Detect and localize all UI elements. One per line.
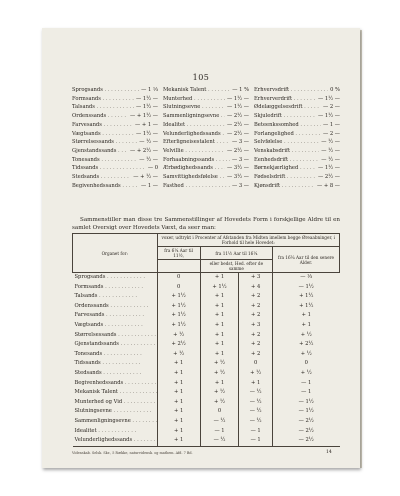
item-value: — 1 %: [232, 87, 249, 93]
organ-cell: [73, 436, 158, 446]
value-cell: + 3: [239, 273, 273, 283]
value-cell: — 2½: [298, 417, 314, 424]
item-value: — 2 —: [323, 130, 340, 137]
organ-name: Munterhed og Vid . . .: [75, 399, 158, 405]
col-head-3: fra 16¼ Aar til den senere Alder.: [272, 247, 339, 273]
item-value: — 3 —: [232, 182, 249, 189]
item-name: Størrelsessands . . .: [72, 138, 137, 147]
organ-name: Gjenstandssands . . .: [75, 341, 158, 347]
table-row: [73, 436, 340, 446]
table-row: [73, 388, 340, 398]
organ-cell: [73, 388, 158, 398]
sheet-number: 14: [326, 450, 332, 455]
organ-name: Ordenssands . . .: [75, 303, 149, 309]
value-cell: + 2: [239, 331, 273, 341]
item-value: — 3 —: [232, 156, 249, 163]
value-cell: + 1: [200, 379, 239, 389]
value-cell: + 2½: [157, 340, 200, 350]
header-top: voxer, udtrykt i Procenter af Afstanden fra Midten imellem begge Øreaabninger, i Forhold til hele Hovedet:: [157, 234, 340, 247]
organ-name: Sprogsands . . .: [75, 274, 145, 280]
list-item: [163, 138, 249, 147]
value-cell: — 1: [239, 427, 273, 437]
value-cell: — 2½: [298, 427, 314, 434]
value-cell: — ½: [239, 388, 273, 398]
column-3: [254, 86, 340, 190]
item-value: — + 8 —: [317, 182, 340, 189]
item-name: Beteenkssomhed . . .: [254, 121, 321, 130]
value-cell: 0: [157, 283, 200, 293]
list-item: [163, 164, 249, 173]
item-value: — 3½ —: [226, 174, 249, 181]
value-cell: + ½: [300, 350, 312, 357]
item-name: Forhaabningssands . . .: [163, 156, 230, 165]
list-item: [72, 112, 158, 121]
percentage-columns: [72, 86, 340, 190]
list-item: [72, 121, 158, 130]
item-value: — 2½ —: [226, 113, 249, 120]
value-cell: + 1: [157, 379, 200, 389]
list-item: [163, 95, 249, 104]
organ-cell: [73, 311, 158, 321]
item-value: — + ½ —: [133, 174, 158, 181]
list-item: [72, 156, 158, 165]
list-item: [163, 121, 249, 130]
list-item: [254, 182, 340, 191]
value-cell: + 4: [239, 283, 273, 293]
table-row: [73, 398, 340, 408]
value-cell: — ½: [239, 407, 273, 417]
value-cell: + 2: [239, 292, 273, 302]
value-cell: + 1½: [157, 302, 200, 312]
value-cell: + 3: [239, 321, 273, 331]
table-row: [73, 340, 340, 350]
value-cell: + 2: [239, 302, 273, 312]
organ-name: Velunderlighedssands . . .: [75, 437, 158, 443]
item-name: Skjuledrift . . .: [254, 112, 316, 121]
table-row: [73, 379, 340, 389]
item-name: Forlangelighed . . .: [254, 130, 321, 139]
value-cell: + ½: [200, 398, 239, 408]
list-item: [72, 147, 158, 156]
organ-name: Stedsands . . .: [75, 370, 142, 376]
item-value: — 2½ —: [317, 174, 340, 181]
item-value: — 1½ —: [135, 104, 158, 111]
item-name: Talsands . . .: [72, 103, 134, 112]
organ-name: Størrelsessands . . .: [75, 332, 157, 338]
list-item: [72, 103, 158, 112]
item-name: Fødselsdrift . . .: [254, 173, 316, 182]
item-value: — 2½ —: [226, 130, 249, 137]
value-cell: + 1: [200, 340, 239, 350]
book-page: [42, 28, 360, 468]
list-item: [72, 138, 158, 147]
organ-cell: [73, 427, 158, 437]
organ-cell: [73, 407, 158, 417]
summary-paragraph: Sammenstiller man disse tre Sammenstillinger af Hovedets Form i forskjellige Aldre til en samlet Oversigt over Hovedets Væxt, da seer man:: [72, 217, 340, 231]
list-item: [254, 147, 340, 156]
organ-name: Talsands . . .: [75, 293, 137, 299]
list-item: [254, 86, 340, 95]
value-cell: — 1: [239, 436, 273, 446]
value-cell: + 1: [157, 436, 200, 446]
organ-cell: [73, 283, 158, 293]
table-row: [73, 350, 340, 360]
organ-cell: [73, 302, 158, 312]
list-item: [254, 95, 340, 104]
item-value: — 1½ —: [226, 95, 249, 102]
value-cell: + 1½: [157, 321, 200, 331]
organ-name: Vægtsands . . .: [75, 322, 143, 328]
value-cell: + ½: [200, 369, 239, 379]
table-row: [73, 273, 340, 283]
organ-cell: [73, 398, 158, 408]
value-cell: — ½: [239, 417, 273, 427]
item-value: — 0: [147, 165, 158, 172]
item-name: Velunderlighedssands . . .: [163, 130, 225, 139]
value-cell: + 2½: [299, 341, 314, 348]
column-1: [72, 86, 158, 190]
col-subhead: eller bedst, Hed. efter de samme: [200, 260, 272, 273]
value-cell: + 2: [239, 311, 273, 321]
item-name: Sprogsands . . .: [72, 86, 139, 95]
value-cell: + ½: [300, 331, 312, 338]
table-row: [73, 427, 340, 437]
table-row: [73, 311, 340, 321]
list-item: [163, 130, 249, 139]
value-cell: + 1: [200, 321, 239, 331]
value-cell: + 1: [157, 369, 200, 379]
organ-cell: [73, 350, 158, 360]
item-name: Ødelæggelsesdrift . . .: [254, 103, 321, 112]
value-cell: — 1: [301, 379, 312, 386]
value-cell: + 1: [200, 302, 239, 312]
item-value: — + 1½ —: [130, 113, 158, 120]
list-item: [72, 164, 158, 173]
value-cell: + 1: [239, 379, 273, 389]
list-item: [254, 138, 340, 147]
value-cell: + ½: [239, 369, 273, 379]
organ-name: Farvesands . . .: [75, 312, 144, 318]
value-cell: + 1: [200, 292, 239, 302]
list-item: [72, 182, 158, 191]
value-cell: — ½: [200, 417, 239, 427]
value-cell: — ½: [239, 398, 273, 408]
value-cell: — 1½: [298, 283, 314, 290]
item-value: 0 %: [330, 87, 340, 93]
item-value: — 1½ —: [226, 104, 249, 111]
value-cell: 0: [304, 360, 308, 367]
list-item: [72, 86, 158, 95]
value-cell: — 1½: [298, 408, 314, 415]
value-cell: + 1: [157, 359, 200, 369]
value-cell: + ½: [200, 359, 239, 369]
item-value: — 1½ —: [317, 165, 340, 172]
value-cell: — 1: [200, 427, 239, 437]
item-name: Ærbødighedssands . . .: [163, 164, 225, 173]
column-2: [163, 86, 249, 190]
organ-cell: [73, 340, 158, 350]
item-name: Mekanisk Talent . . .: [163, 86, 230, 95]
value-cell: 0: [239, 359, 273, 369]
item-name: Kjønsdrift . . .: [254, 182, 315, 191]
footer-note: Videnskab. Selsk. Skr., 5 Række, naturvidensk. og mathem. Afd. 7 Bd.: [72, 451, 193, 455]
item-name: Erhvervsdrift . . .: [254, 86, 328, 95]
list-item: [163, 156, 249, 165]
item-value: — 1 —: [323, 121, 340, 128]
item-name: Ordenssands . . .: [72, 112, 128, 121]
table-row: [73, 369, 340, 379]
item-name: Stedsands . . .: [72, 173, 131, 182]
value-cell: + 1: [157, 407, 200, 417]
item-value: — 1½ —: [135, 95, 158, 102]
item-name: Vægtsands . . .: [72, 130, 134, 139]
item-value: — 3 —: [232, 139, 249, 146]
page-number: 105: [192, 73, 210, 82]
item-name: Munterhed . . .: [163, 95, 225, 104]
item-value: — 1½ —: [135, 130, 158, 137]
item-value: — 1 —: [141, 182, 158, 189]
organ-cell: [73, 379, 158, 389]
item-value: — ½ —: [321, 147, 340, 154]
table-row: [73, 283, 340, 293]
value-cell: + 1½: [299, 302, 314, 309]
table-row: [73, 321, 340, 331]
header-organ: Organet for:: [73, 234, 158, 273]
col-head-2: fra 11½ Aar til 16¼: [200, 247, 272, 260]
list-item: [254, 130, 340, 139]
organ-name: Sammenligningsevne . . .: [75, 418, 158, 424]
value-cell: 0: [157, 273, 200, 283]
value-cell: + ½: [300, 369, 312, 376]
item-name: Tonesands . . .: [72, 156, 137, 165]
item-name: Venskabsdrift . . .: [254, 147, 319, 156]
item-name: Fasthed . . .: [163, 182, 230, 191]
value-cell: + 1: [301, 321, 311, 328]
item-name: Formsands . . .: [72, 95, 134, 104]
list-item: [163, 173, 249, 182]
item-name: Idealitet . . .: [163, 121, 225, 130]
value-cell: + 1: [200, 331, 239, 341]
value-cell: — ½: [200, 436, 239, 446]
list-item: [72, 130, 158, 139]
item-value: — ½ —: [321, 156, 340, 163]
item-value: — ½ —: [139, 156, 158, 163]
value-cell: + 1: [157, 417, 200, 427]
value-cell: — ⅓: [300, 274, 313, 280]
item-name: Efterligneisestalent . . .: [163, 138, 230, 147]
table-row: [73, 331, 340, 341]
list-item: [254, 121, 340, 130]
organ-name: Begivenhedssands . . .: [75, 380, 158, 386]
table-row: [73, 292, 340, 302]
value-cell: + 1½: [157, 292, 200, 302]
item-value: — 1½ —: [317, 113, 340, 120]
value-cell: + 1: [301, 312, 311, 319]
table-row: [73, 407, 340, 417]
item-value: — + 1 —: [135, 121, 158, 128]
value-cell: + 1: [200, 273, 239, 283]
list-item: [254, 173, 340, 182]
item-value: — 2½ —: [226, 147, 249, 154]
value-cell: 0: [200, 407, 239, 417]
value-cell: + 1: [157, 398, 200, 408]
list-item: [254, 112, 340, 121]
organ-cell: [73, 292, 158, 302]
item-value: — 2 —: [323, 104, 340, 111]
value-cell: + ½: [200, 388, 239, 398]
value-cell: + 1½: [200, 283, 239, 293]
list-item: [254, 164, 340, 173]
item-value: — ½ —: [321, 139, 340, 146]
organ-cell: [73, 321, 158, 331]
item-name: Gjenstandssands . . .: [72, 147, 128, 156]
value-cell: + 2: [239, 350, 273, 360]
value-cell: — 2½: [272, 436, 339, 446]
organ-name: Idealitet . . .: [75, 428, 137, 434]
item-name: Selvfølelse . . .: [254, 138, 319, 147]
list-item: [163, 86, 249, 95]
value-cell: + 1: [200, 311, 239, 321]
item-value: — 3½ —: [226, 165, 249, 172]
organ-cell: [73, 417, 158, 427]
list-item: [163, 147, 249, 156]
list-item: [72, 95, 158, 104]
list-item: [163, 182, 249, 191]
table-row: [73, 359, 340, 369]
table-body: [73, 273, 340, 447]
item-name: Begivenhedssands . . .: [72, 182, 139, 191]
item-name: Erhververdrift . . .: [254, 95, 316, 104]
organ-cell: [73, 273, 158, 283]
col-subhead-blank: [157, 260, 200, 273]
value-cell: + ½: [157, 350, 200, 360]
item-value: — 1½ —: [317, 95, 340, 102]
growth-table: [72, 233, 340, 447]
item-name: Farvesands . . .: [72, 121, 133, 130]
list-item: [72, 173, 158, 182]
value-cell: + 1: [157, 388, 200, 398]
item-name: Sammenligningsevne . . .: [163, 112, 225, 121]
item-name: Eenhedsdrift . . .: [254, 156, 319, 165]
value-cell: — 1½: [298, 398, 314, 405]
item-name: Børnekjærlighed . . .: [254, 164, 316, 173]
organ-cell: [73, 359, 158, 369]
organ-name: Formsands . . .: [75, 284, 144, 290]
value-cell: — 1: [301, 389, 312, 396]
item-name: Slutningsevne . . .: [163, 103, 225, 112]
list-item: [254, 156, 340, 165]
organ-name: Slutningsevne . . .: [75, 408, 152, 414]
list-item: [254, 103, 340, 112]
table-row: [73, 417, 340, 427]
organ-name: Mekanisk Talent . . .: [75, 389, 158, 395]
list-item: [163, 103, 249, 112]
organ-name: Tonesands . . .: [75, 351, 142, 357]
value-cell: + ½: [157, 331, 200, 341]
item-name: Velvillie . . .: [163, 147, 225, 156]
item-name: Samvittighedsfølelse . . .: [163, 173, 225, 182]
item-value: — ½ —: [139, 139, 158, 146]
value-cell: + 1: [200, 350, 239, 360]
item-name: Tidssands . . .: [72, 164, 146, 173]
item-value: — 1 ⅓: [141, 87, 158, 93]
value-cell: + 1½: [299, 293, 314, 300]
item-value: — 2½ —: [226, 121, 249, 128]
list-item: [163, 112, 249, 121]
organ-name: Tidssands . . .: [75, 360, 141, 366]
col-head-1: fra 6¼ Aar til 11½,: [157, 247, 200, 260]
table-row: [73, 302, 340, 312]
value-cell: + 1: [157, 427, 200, 437]
item-value: — + 2½ —: [130, 147, 158, 154]
organ-cell: [73, 369, 158, 379]
value-cell: + 1½: [157, 311, 200, 321]
value-cell: + 2: [239, 340, 273, 350]
organ-cell: [73, 331, 158, 341]
